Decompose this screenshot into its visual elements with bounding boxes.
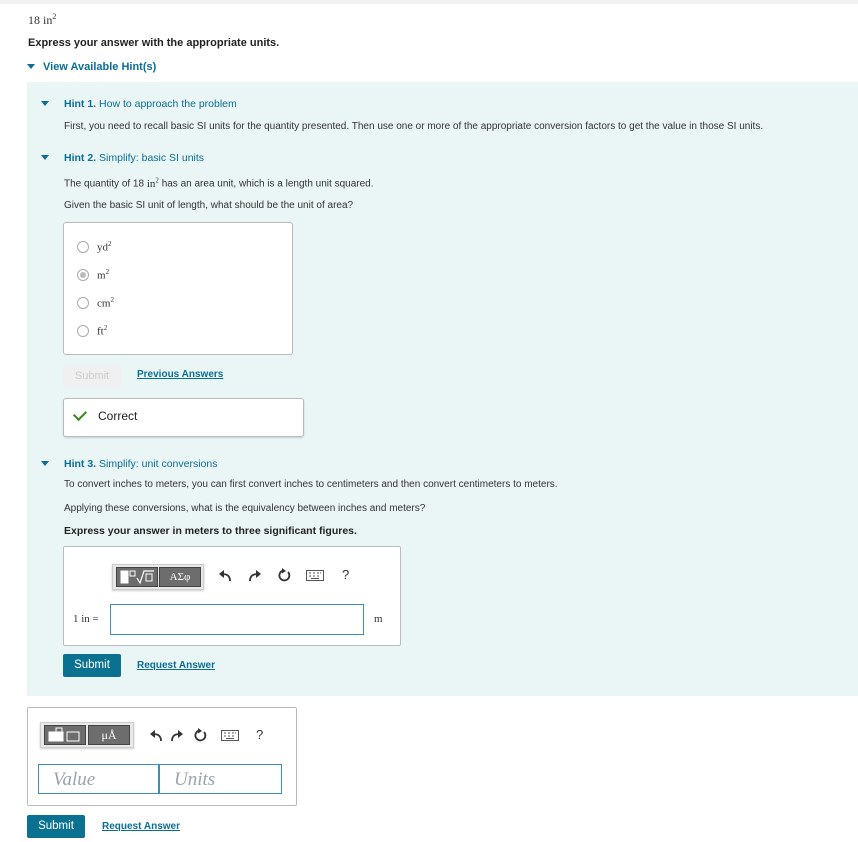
radio-button[interactable]: [77, 297, 89, 309]
undo-icon[interactable]: [218, 569, 232, 583]
math-toolbar: [112, 564, 204, 590]
value-input[interactable]: Value: [38, 764, 159, 794]
top-divider: [0, 0, 858, 4]
main-submit-button[interactable]: Submit: [27, 815, 85, 838]
help-icon[interactable]: ?: [342, 567, 350, 582]
redo-icon[interactable]: [248, 569, 262, 583]
units-input[interactable]: Units: [159, 764, 282, 794]
main-request-answer-link[interactable]: Request Answer: [102, 821, 180, 832]
caret-down-icon[interactable]: [41, 461, 49, 466]
previous-answers-link[interactable]: Previous Answers: [137, 369, 224, 380]
keyboard-icon[interactable]: [306, 570, 324, 581]
units-toolbar: [40, 722, 134, 748]
hint3-answer-box: [63, 546, 401, 646]
view-hints-toggle[interactable]: View Available Hint(s): [27, 61, 156, 73]
undo-icon[interactable]: [149, 729, 163, 743]
hint3-text2: Applying these conversions, what is the equivalency between inches and meters?: [64, 503, 426, 514]
template-value-units-icon[interactable]: [44, 725, 86, 745]
template-sqrt-icon[interactable]: [116, 567, 158, 587]
hint2-submit-button[interactable]: Submit: [63, 365, 121, 387]
feedback-box: [63, 398, 304, 437]
radio-button-selected[interactable]: [77, 269, 89, 281]
hint1-title[interactable]: Hint 1. How to approach the problem: [64, 98, 237, 110]
radio-button[interactable]: [77, 241, 89, 253]
greek-symbols-button[interactable]: ΑΣφ: [159, 567, 201, 587]
equation-prefix: 1 in =: [73, 613, 99, 625]
feedback-text: Correct: [98, 409, 138, 423]
redo-icon[interactable]: [170, 729, 184, 743]
hint2-text2: Given the basic SI unit of length, what should be the unit of area?: [64, 200, 354, 211]
reset-icon[interactable]: [277, 568, 292, 583]
caret-down-icon[interactable]: [41, 101, 49, 106]
reset-icon[interactable]: [193, 728, 208, 743]
help-icon[interactable]: ?: [256, 727, 264, 742]
hint3-request-answer-link[interactable]: Request Answer: [137, 660, 215, 671]
main-answer-box: [27, 707, 297, 806]
hint1-text: First, you need to recall basic SI units for the quantity presented. Then use one or more of the appropriate conversion factors to get the value in those SI units.: [64, 121, 764, 132]
checkmark-icon: [73, 407, 87, 421]
hint2-text1: The quantity of 18 $in^2$ has an area unit, which is a length unit squared.: [64, 176, 374, 190]
question-value: 18 $in^2$: [28, 12, 57, 27]
caret-down-icon[interactable]: [41, 155, 49, 160]
hint3-submit-button[interactable]: Submit: [63, 654, 121, 677]
conversion-input[interactable]: [110, 604, 364, 635]
unit-label: m: [374, 613, 383, 625]
radio-button[interactable]: [77, 325, 89, 337]
unit-choices: $yd^2$ $m^2$ $cm^2$ $ft^2$: [63, 222, 293, 355]
units-symbols-button[interactable]: μÅ: [88, 725, 130, 745]
keyboard-icon[interactable]: [221, 730, 239, 741]
caret-down-icon: [27, 64, 35, 69]
question-instruction: Express your answer with the appropriate units.: [28, 37, 280, 49]
hint2-title[interactable]: Hint 2. Simplify: basic SI units: [64, 152, 205, 164]
hint3-title[interactable]: Hint 3. Simplify: unit conversions: [64, 458, 218, 470]
hint3-instruction: Express your answer in meters to three significant figures.: [64, 525, 357, 537]
hint3-text1: To convert inches to meters, you can first convert inches to centimeters and then convert centimeters to meters.: [64, 479, 558, 490]
